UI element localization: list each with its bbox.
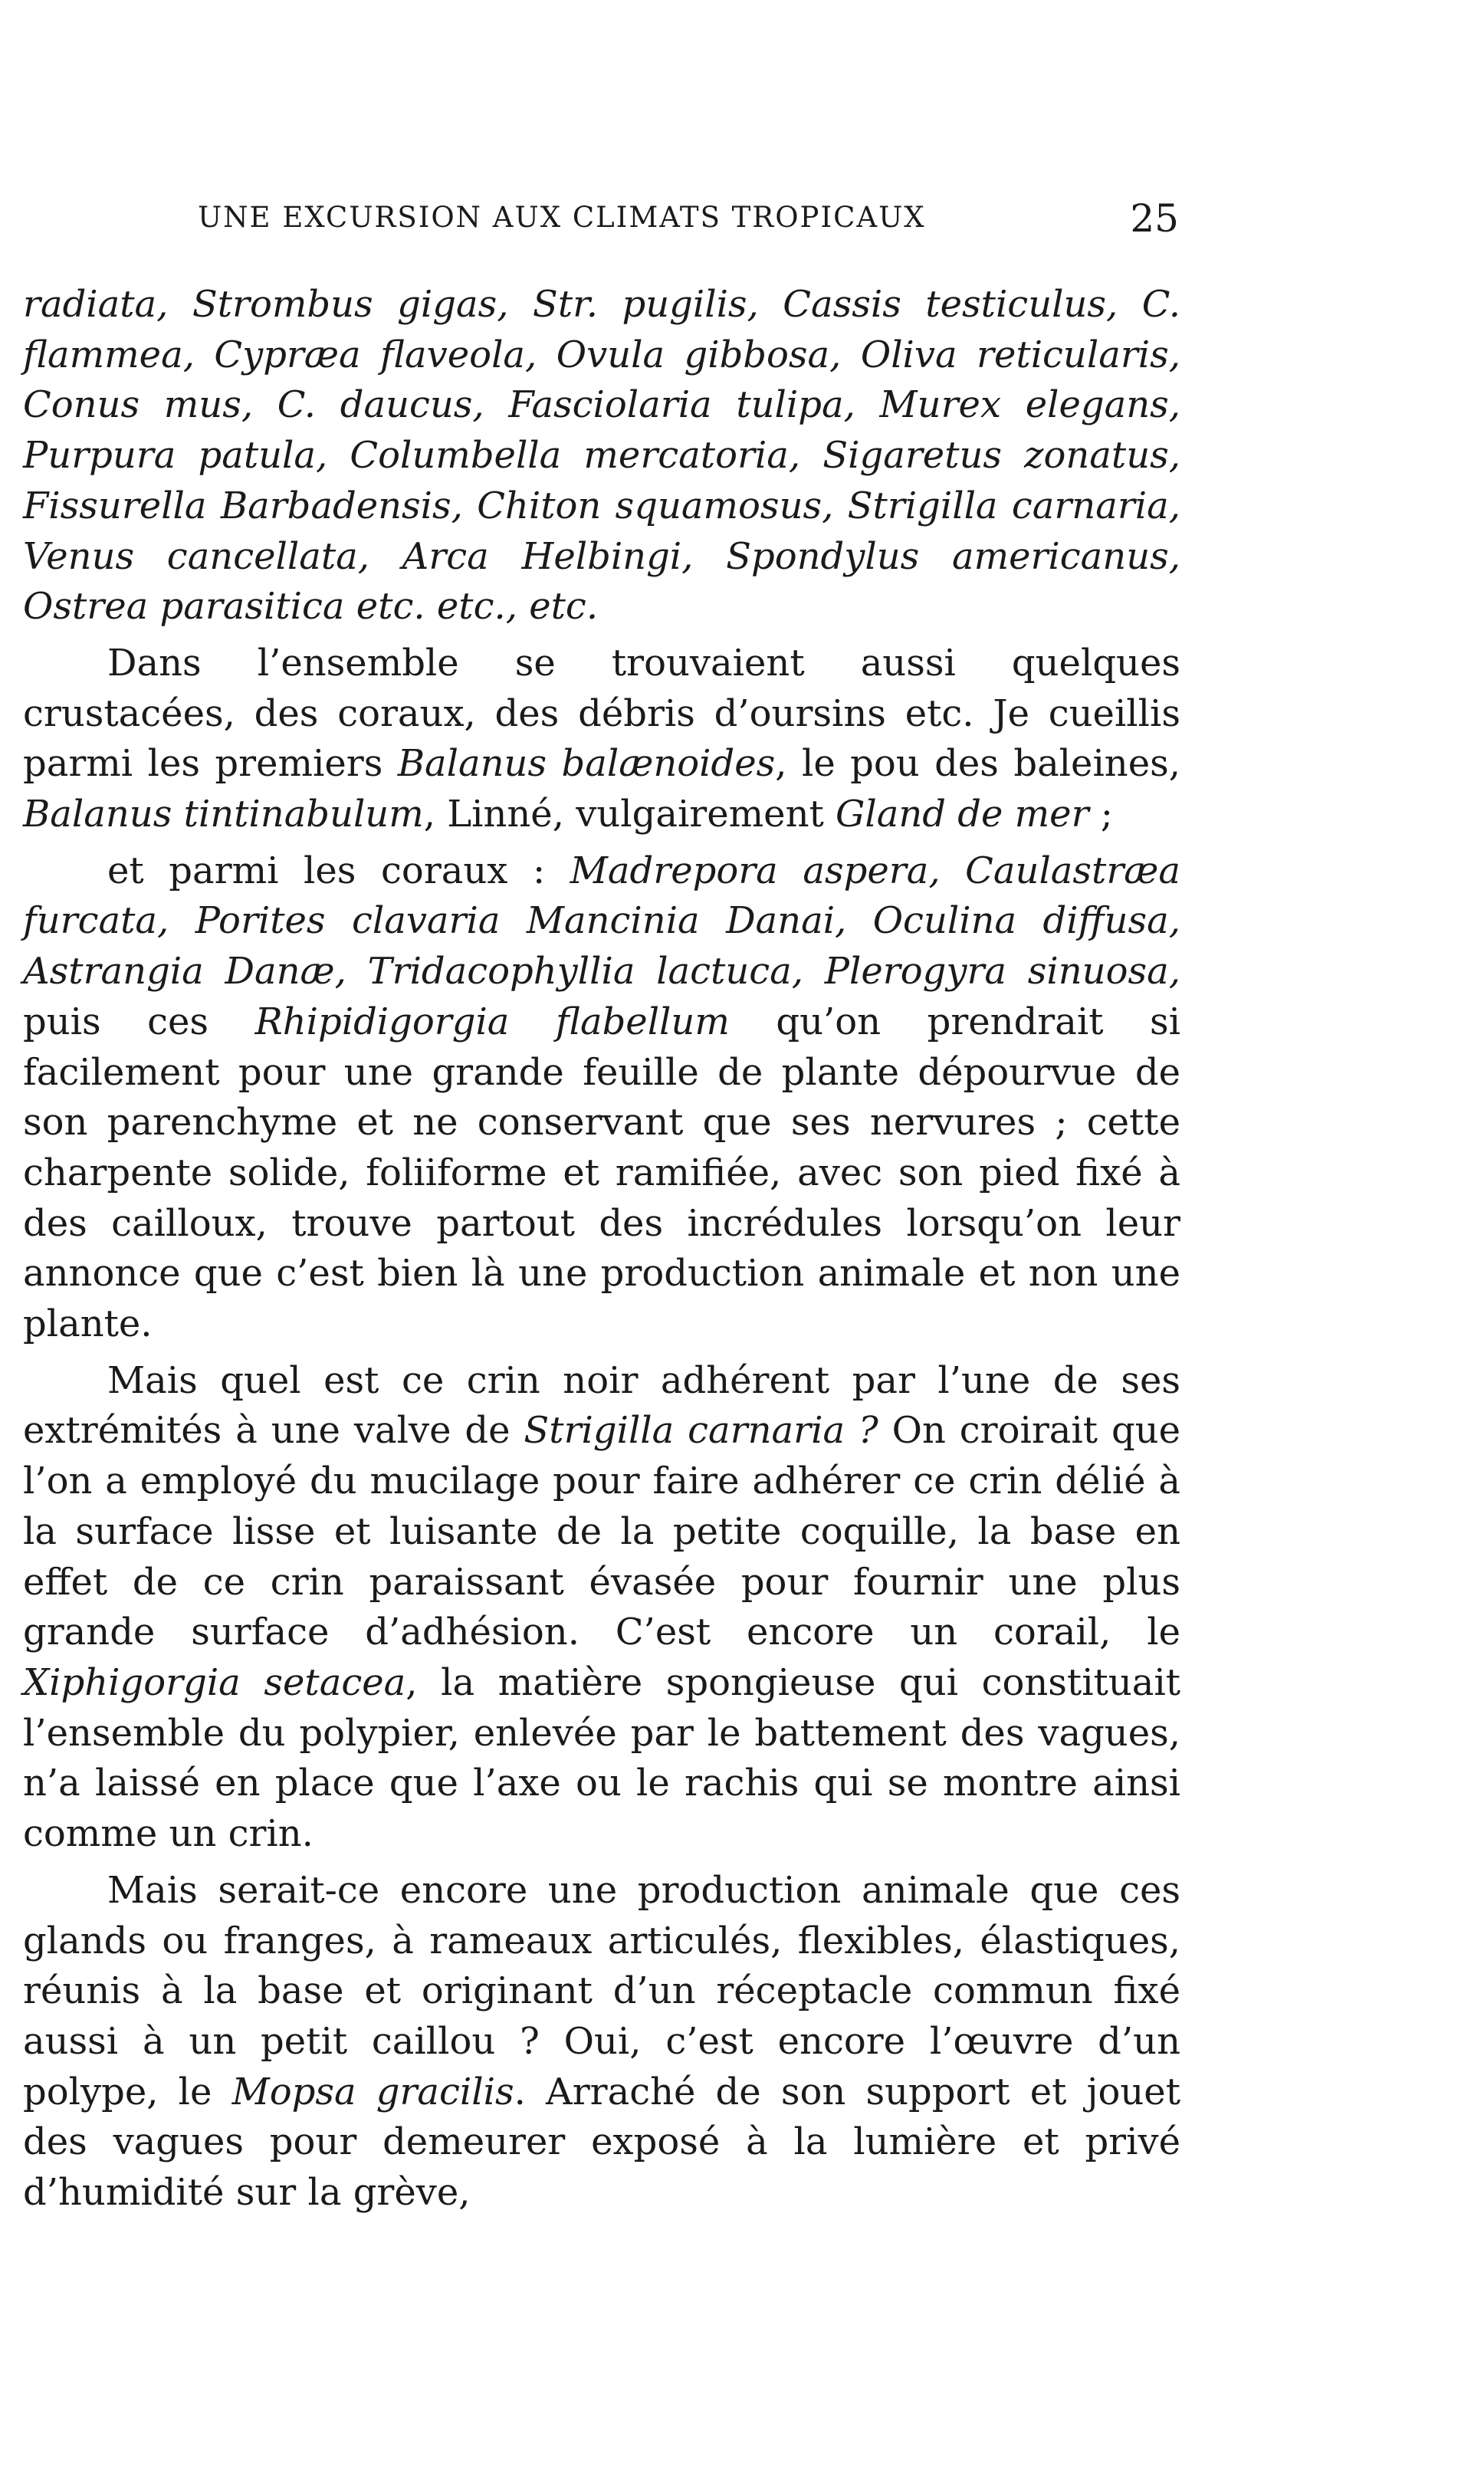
text-run: , la matière spongieuse qui constituait l’ensemble du polypier, enlevée par le battement des vagues, n’a laissé en place que l’axe ou le rachis qui se montre ainsi comme un crin. — [23, 1660, 1181, 1856]
paragraph — [23, 1866, 1180, 2218]
page-number: 25 — [1130, 196, 1179, 241]
paragraph — [23, 846, 1180, 1350]
text-run: , Linné, vulgairement — [423, 793, 836, 836]
italic-text-run: Strigilla carnaria ? — [524, 1409, 878, 1453]
text-run: et parmi les coraux : — [107, 849, 570, 892]
text-run: puis ces — [23, 1000, 255, 1043]
paragraph — [23, 1356, 1180, 1860]
text-run: Mais serait-ce encore une production animale que ces glands ou franges, à rameaux articulés, flexibles, élastiques, réunis à la base et originant d’un réceptacle commun fixé aussi à un petit caillou ? Oui, c’est encore l’œuvre d’un polype, le — [23, 1868, 1180, 2113]
paragraph — [23, 639, 1180, 840]
text-run: . Arraché de son support et jouet des vagues pour demeurer exposé à la lumière et privé d’humidité sur la grève, — [23, 2070, 1180, 2215]
body-text — [23, 280, 1180, 2218]
italic-text-run: Xiphigorgia setacea — [23, 1660, 406, 1704]
italic-text-run: Mopsa gracilis — [231, 2070, 514, 2113]
italic-text-run: Balanus tintinabulum — [23, 793, 424, 836]
italic-text-run: Madrepora aspera, Caulastræa furcata, Porites clavaria Mancinia Danai, Oculina diffusa, Astrangia Danæ, Tridacophyllia lactuca, Plerogyra sinuosa, — [23, 849, 1181, 993]
italic-text-run: Rhipidigorgia flabellum — [254, 1000, 730, 1043]
italic-text-run: Balanus balænoides — [397, 742, 776, 786]
page-header — [0, 196, 1484, 255]
italic-text-run: Gland de mer — [836, 793, 1089, 836]
paragraph — [23, 280, 1180, 632]
italic-text-run: radiata, Strombus gigas, Str. pugilis, Cassis testiculus, C. flammea, Cypræa flaveola, Ovula gibbosa, Oliva reticularis, Conus mus, C. daucus, Fasciolaria tulipa, Murex elegans, Purpura patula, Columbella mercatoria, Sigaretus zonatus, Fissurella Barbadensis, Chiton squamosus, Strigilla carnaria, Venus cancellata, Arca Helbingi, Spondylus americanus, Ostrea parasitica etc. etc., etc. — [23, 283, 1180, 629]
text-run: On croirait que l’on a employé du mucilage pour faire adhérer ce crin délié à la surface lisse et luisante de la petite coquille, la base en effet de ce crin paraissant évasée pour fournir une plus grande surface d’adhésion. C’est encore un corail, le — [23, 1409, 1180, 1654]
text-run: , le pou des baleines, — [775, 742, 1180, 786]
text-run: Dans l’ensemble se trouvaient aussi quelques crustacées, des coraux, des débris d’oursins etc. Je cueillis parmi les premiers — [23, 641, 1180, 786]
text-run: Mais quel est ce crin noir adhérent par l’une de ses extrémités à une valve de — [23, 1358, 1180, 1453]
text-run: qu’on prendrait si facilement pour une grande feuille de plante dépourvue de son parenchyme et ne conservant que ses nervures ; cette charpente solide, foliiforme et ramifiée, avec son pied fixé à des cailloux, trouve partout des incrédules lorsqu’on leur annonce que c’est bien là une production animale et non une plante. — [23, 1000, 1181, 1346]
running-head: UNE EXCURSION AUX CLIMATS TROPICAUX — [198, 201, 926, 234]
text-run: ; — [1088, 793, 1113, 836]
